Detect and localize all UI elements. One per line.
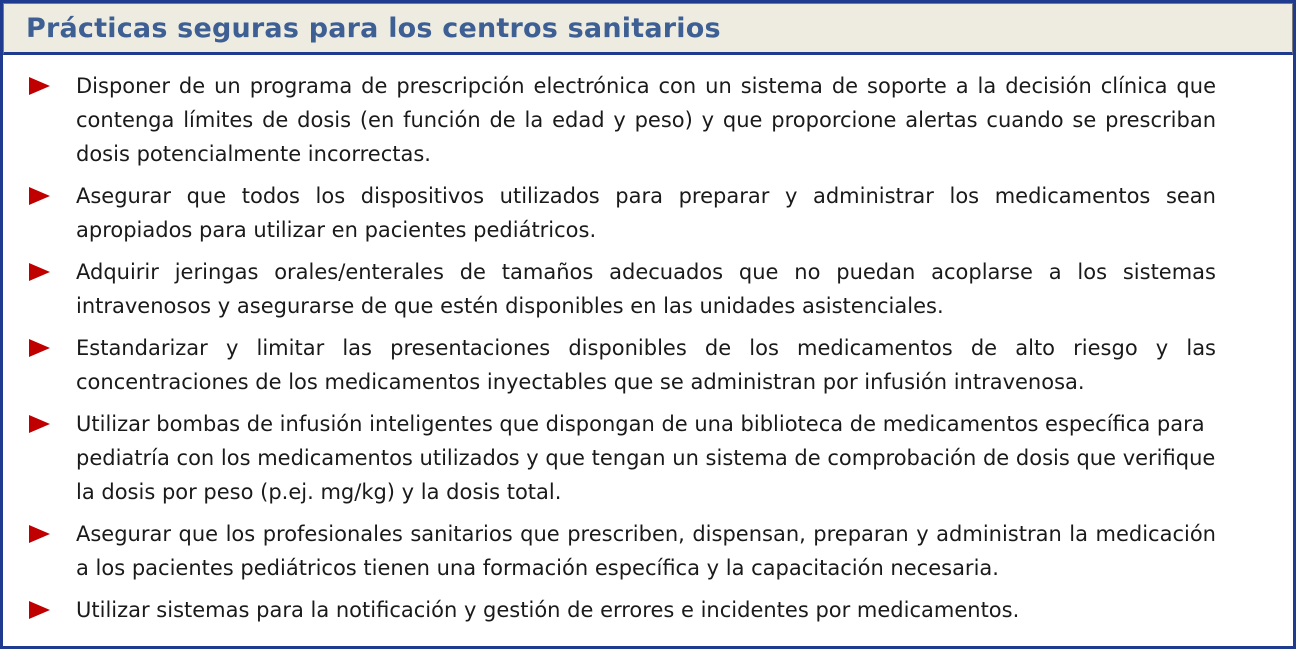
list-item-text: Disponer de un programa de prescripción electrónica con un sistema de soporte a la decisión clínica que contenga límites de dosis (en función de la edad y peso) y que proporcione alertas cuando se prescriban dosis potencialmente incorrectas. [76,74,1216,166]
list-item-text: Asegurar que los profesionales sanitarios que prescriben, dispensan, preparan y administran la medicación a los pacientes pediátricos tienen una formación específica y la capacitación necesaria. [76,522,1216,580]
red-triangle-bullet-icon [29,77,50,95]
list-item [3,331,1293,399]
header-bar [3,3,1293,55]
red-triangle-bullet-icon [29,601,50,619]
list-item-text: Asegurar que todos los dispositivos utilizados para preparar y administrar los medicamentos sean apropiados para utilizar en pacientes pediátricos. [76,184,1216,242]
list-item [3,69,1293,171]
red-triangle-bullet-icon [29,339,50,357]
list-item-text: Estandarizar y limitar las presentaciones disponibles de los medicamentos de alto riesgo y las concentraciones de los medicamentos inyectables que se administran por infusión intravenosa. [76,336,1216,394]
list-item [3,517,1293,585]
practices-list [3,55,1293,627]
red-triangle-bullet-icon [29,263,50,281]
list-item-text: Adquirir jeringas orales/enterales de tamaños adecuados que no puedan acoplarse a los sistemas intravenosos y asegurarse de que estén disponibles en las unidades asistenciales. [76,260,1216,318]
list-item-text: Utilizar sistemas para la notificación y gestión de errores e incidentes por medicamentos. [76,598,1020,622]
list-item [3,255,1293,323]
red-triangle-bullet-icon [29,187,50,205]
page-title: Prácticas seguras para los centros sanitarios [26,12,721,44]
list-item [3,593,1293,627]
red-triangle-bullet-icon [29,415,50,433]
list-item [3,407,1293,509]
red-triangle-bullet-icon [29,525,50,543]
list-item [3,179,1293,247]
list-item-text: Utilizar bombas de infusión inteligentes que dispongan de una biblioteca de medicamentos específica para pediatría con los medicamentos utilizados y que tengan un sistema de comprobación de dosis que verifique la dosis por peso (p.ej. mg/kg) y la dosis total. [76,412,1216,504]
